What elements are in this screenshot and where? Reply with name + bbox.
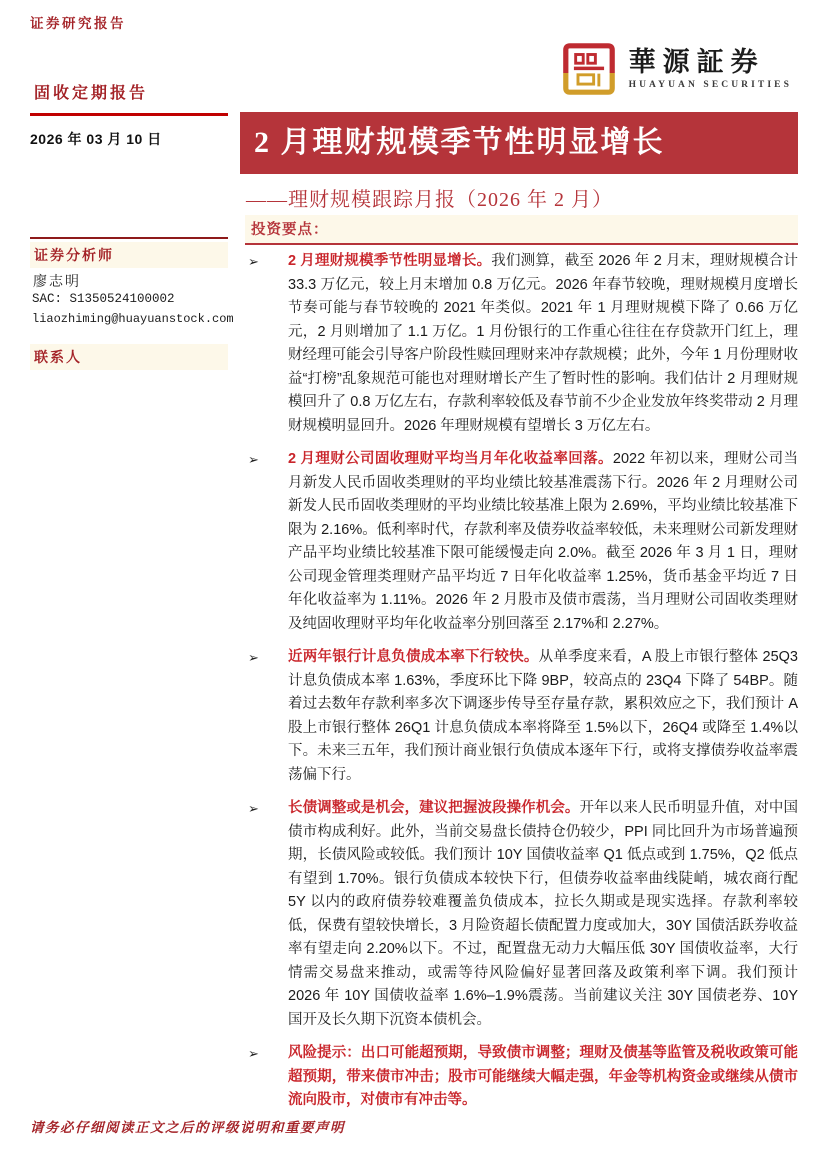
- contact-section-title: 联系人: [30, 344, 228, 370]
- analyst-email: liaozhiming@huayuanstock.com: [32, 312, 234, 326]
- bullet-body: 我们测算，截至 2026 年 2 月末，理财规模合计 33.3 万亿元，较上月末增加 0.8 万亿元。2026 年春节较晚，理财规模月度增长节奏可能与春节较晚的 2021 年类似。2021 年 1 月理财规模下降了 0.66 万亿元，2 月则增加了 1.1 万亿。1 月份银行的工作重心往往在存贷款开门红上，理财经理可能会引导客户阶段性赎回理财来冲存款规模；此外，今年 1 月份理财收益“打榜”乱象规范可能也对理财增长产生了暂时性的影响。我们估计 2 月理财规模回升了 0.8 万亿左右，存款利率较低及春节前不少企业发放年终奖带动 2 月理财规模明显回升。2026 年理财规模有望增长 3 万亿左右。: [288, 253, 799, 434]
- brand-name-cn: 華源証券: [628, 46, 765, 77]
- bullet-text: [288, 448, 798, 636]
- bullet-lead: 风险提示：出口可能超预期，导致债市调整；理财及债基等监管及税收政策可能超预期，带来债市冲击；股市可能继续大幅走强，年金等机构资金或继续从债市流向股市，对债市有冲击等。: [288, 1045, 798, 1108]
- brand-name-block: [629, 48, 792, 91]
- bullet-arrow-icon: ➢: [248, 452, 259, 467]
- investment-highlights-label: 投资要点：: [245, 215, 798, 245]
- footer-disclaimer: 请务必仔细阅读正文之后的评级说明和重要声明: [30, 1120, 345, 1135]
- summary-bullet-list: [245, 250, 798, 1123]
- brand-name-en: HUAYUAN SECURITIES: [628, 80, 792, 91]
- analyst-section-title: 证券分析师: [30, 242, 228, 268]
- bullet-text: [288, 646, 798, 787]
- report-subtitle: ——理财规模跟踪月报（2026 年 2 月）: [246, 189, 613, 211]
- bullet-body: 从单季度来看，A 股上市银行整体 25Q3 计息负债成本率 1.63%，季度环比下降 9BP，较高点的 23Q4 下降了 54BP。随着过去数年存款利率多次下调逐步传导至存量存款，累积效应之下，我们预计 A 股上市银行整体 26Q1 计息负债成本率将降至 1.5%以下，26Q4 或降至 1.4%以下。未来三五年，我们预计商业银行负债成本逐年下行，或将支撑债券收益率震荡偏下行。: [288, 649, 798, 783]
- bullet-lead: 长债调整或是机会，建议把握波段操作机会。: [288, 800, 580, 816]
- bullet-risk-warning: [245, 1042, 798, 1113]
- bullet-lead: 近两年银行计息负债成本率下行较快。: [288, 649, 539, 665]
- bullet-arrow-icon: ➢: [248, 254, 259, 269]
- analyst-sac-number: SAC: S1350524100002: [32, 292, 175, 306]
- bullet-text: [288, 250, 798, 438]
- bullet-lead: 2 月理财规模季节性明显增长。: [288, 253, 492, 269]
- sidebar-divider-top: [30, 113, 228, 116]
- bullet-arrow-icon: ➢: [248, 801, 259, 816]
- report-type-label: 固收定期报告: [34, 85, 149, 102]
- bullet-text: [288, 1042, 798, 1113]
- brand-logo: [560, 40, 792, 98]
- bullet-bank-funding-cost: [245, 646, 798, 787]
- bullet-lead: 2 月理财公司固收理财平均当月年化收益率回落。: [288, 451, 613, 467]
- bullet-body: 2022 年初以来，理财公司当月新发人民币固收类理财的平均业绩比较基准震荡下行。2026 年 2 月理财公司新发人民币固收类理财的平均业绩比较基准上限为 2.69%，平均业绩比较基准下限为 2.16%。低利率时代，存款利率及债券收益率较低，未来理财公司新发理财产品平均业绩比较基准下限可能缓慢走向 2.0%。截至 2026 年 3 月 1 日，理财公司现金管理类理财产品平均近 7 日年化收益率 1.25%，货币基金平均近 7 日年化收益率为 1.11%。2026 年 2 月股市及债市震荡，当月理财公司固收类理财及纯固收理财平均年化收益率分别回落至 2.17%和 2.27%。: [288, 451, 798, 632]
- bullet-text: [288, 797, 798, 1032]
- report-date: 2026 年 03 月 10 日: [30, 131, 162, 147]
- huayuan-seal-icon: [560, 40, 618, 98]
- report-classification-label: 证券研究报告: [30, 16, 126, 31]
- bullet-body: 开年以来人民币明显升值，对中国债市构成利好。此外，当前交易盘长债持仓仍较少，PPI 同比回升为市场普遍预期，长债风险或较低。我们预计 10Y 国债收益率 Q1 低点或到 1.75%，Q2 低点有望到 1.70%。银行负债成本较快下行，但债券收益率曲线陡峭，城农商行配 5Y 以内的政府债券较难覆盖负债成本，拉长久期或是现实选择。存款利率较低，保费有望较快增长，3 月险资超长债配置力度或加大，30Y 国债活跃券收益率有望走向 2.20%以下。不过，配置盘无动力大幅压低 30Y 国债收益率，大行情需交易盘来推动，或需等待风险偏好显著回落及政策利率下调。我们预计 2026 年 10Y 国债收益率 1.6%–1.9%震荡。当前建议关注 30Y 国债老券、10Y 国开及长久期下沉资本债机会。: [288, 800, 798, 1028]
- analyst-name: 廖志明: [33, 275, 81, 290]
- bullet-yield-decline: [245, 448, 798, 636]
- bullet-arrow-icon: ➢: [248, 1046, 259, 1061]
- bullet-scale-growth: [245, 250, 798, 438]
- bullet-arrow-icon: ➢: [248, 650, 259, 665]
- report-title-banner: 2 月理财规模季节性明显增长: [240, 112, 798, 174]
- sidebar-divider-analyst: [30, 237, 228, 239]
- bullet-long-bond-opportunity: [245, 797, 798, 1032]
